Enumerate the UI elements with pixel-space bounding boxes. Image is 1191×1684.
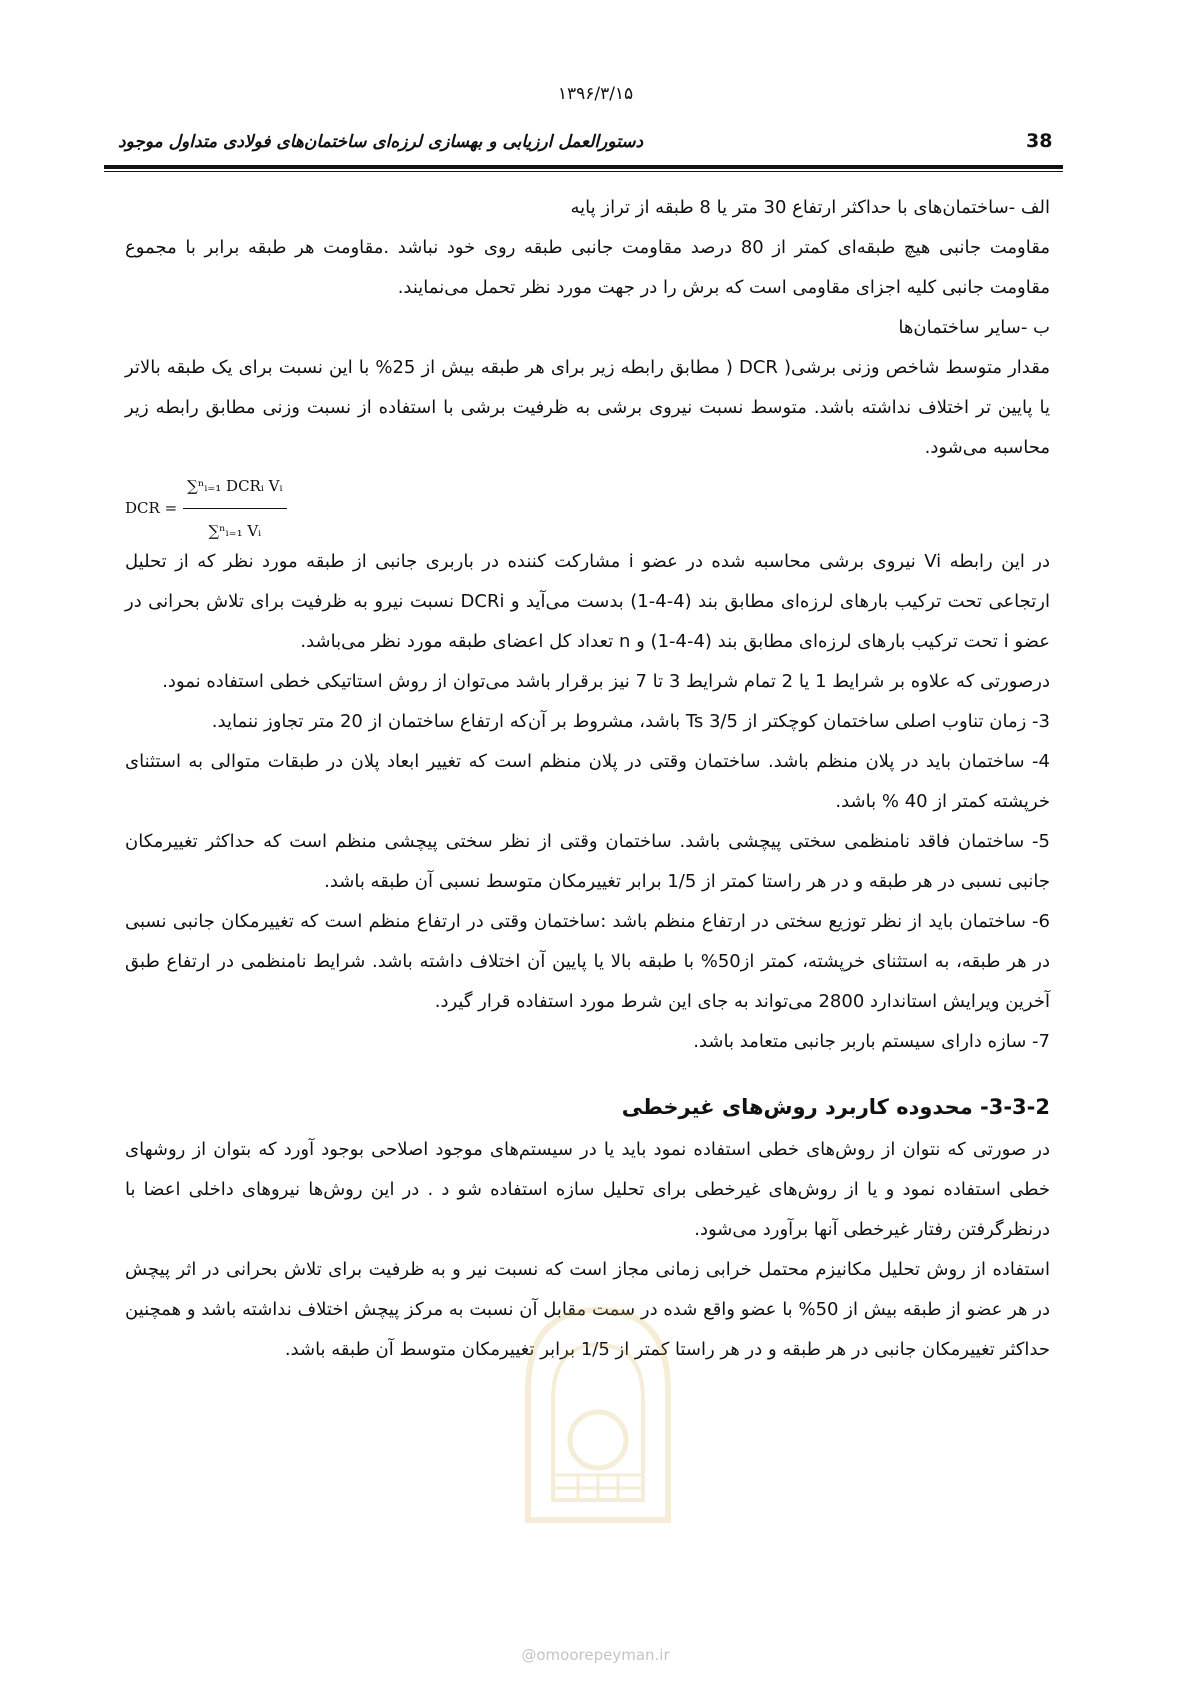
paragraph: 4- ساختمان باید در پلان منظم باشد. ساختمان وقتی در پلان منظم است که تغییر ابعاد پلان در طبقات متوالی به استثنای خرپشته کمتر از 40 % باشد. xyxy=(125,751,1050,812)
formula-denominator: ∑ⁿᵢ₌₁ Vᵢ xyxy=(208,521,262,540)
header-rule xyxy=(104,165,1063,169)
paragraph: مقاومت جانبی هیچ طبقه‌ای کمتر از 80 درصد مقاومت جانبی طبقه روی خود نباشد .مقاومت هر طبقه برابر با مجموع مقاومت جانبی کلیه اجزای مقاومی است که برش را در جهت مورد نظر تحمل می‌نمایند. xyxy=(125,237,1050,298)
paragraph: 6- ساختمان باید از نظر توزیع سختی در ارتفاع منظم باشد :ساختمان وقتی در ارتفاع منظم است که تغییرمکان جانبی نسبی در هر طبقه، به استثنای خرپشته، کمتر از50% با طبقه بالا یا پایین آن اختلاف داشته باشد. شرایط نامنظمی در ارتفاع طبق آخرین ویرایش استاندارد 2800 می‌تواند به جای این شرط مورد استفاده قرار گیرد. xyxy=(125,911,1051,1012)
at-icon: @ xyxy=(521,1646,537,1664)
paragraph: 7- سازه دارای سیستم باربر جانبی متعامد باشد. xyxy=(693,1031,1050,1052)
formula-numerator: ∑ⁿᵢ₌₁ DCRᵢ Vᵢ xyxy=(183,466,286,509)
header-rule-thin xyxy=(104,171,1063,172)
formula-lhs: DCR = xyxy=(125,499,178,517)
document-body xyxy=(125,188,1050,1370)
paragraph: درصورتی که علاوه بر شرایط 1 یا 2 تمام شرایط 3 تا 7 نیز برقرار باشد می‌توان از روش استاتیکی خطی استفاده نمود. xyxy=(162,671,1050,692)
paragraph: مقدار متوسط شاخص وزنی برشی( DCR ( مطابق رابطه زیر برای هر طبقه بیش از 25% با این نسبت برای یک طبقه بالاتر یا پایین تر اختلاف نداشته باشد. متوسط نسبت نیروی برشی به ظرفیت برشی با استفاده از نسبت وزنی مطابق رابطه زیر محاسبه می‌شود. xyxy=(125,357,1050,458)
paragraph: استفاده از روش تحلیل مکانیزم محتمل خرابی زمانی مجاز است که نسبت نیر و به ظرفیت برای تلاش بحرانی در اثر پیچش در هر عضو از طبقه بیش از 50% با عضو واقع شده در سمت مقابل آن نسبت به مرکز پیچش اختلاف نداشته باشد و همچنین حداکثر تغییرمکان جانبی در هر طبقه و در هر راستا کمتر از 1/5 برابر تغییرمکان متوسط آن طبقه باشد. xyxy=(125,1259,1050,1360)
formula-fraction xyxy=(183,466,286,551)
watermark-site-text: omoorepeyman.ir xyxy=(536,1646,670,1664)
header-title: دستورالعمل ارزیابی و بهسازی لرزه‌ای ساختمان‌های فولادی متداول موجود xyxy=(118,132,644,152)
watermark-seal-icon xyxy=(498,1290,698,1540)
watermark-site xyxy=(0,1646,1191,1664)
paragraph: ب -سایر ساختمان‌ها xyxy=(898,317,1050,338)
dcr-formula xyxy=(125,468,1050,542)
page-number: 38 xyxy=(1026,130,1053,152)
header-date: ۱۳۹۶/۳/۱۵ xyxy=(557,84,634,104)
paragraph: در صورتی که نتوان از روش‌های خطی استفاده نمود باید یا در سیستم‌های موجود اصلاحی بوجود آورد که بتوان از روشهای خطی استفاده نمود و یا از روش‌های غیرخطی برای تحلیل سازه استفاده شو د . در این روش‌ها نیروهای داخلی اعضا با درنظرگرفتن رفتار غیرخطی آنها برآورد می‌شود. xyxy=(125,1139,1050,1240)
paragraph: در این رابطه Vi نیروی برشی محاسبه شده در عضو i مشارکت کننده در باربری جانبی از طبقه مورد نظر که از تحلیل ارتجاعی تحت ترکیب بارهای لرزه‌ای مطابق بند (4-4-1) بدست می‌آید و DCRi نسبت نیرو به ظرفیت برای تلاش بحرانی در عضو i تحت ترکیب بارهای لرزه‌ای مطابق بند (4-4-1) و n تعداد کل اعضای طبقه مورد نظر می‌باشد. xyxy=(125,551,1050,652)
paragraph: الف -ساختمان‌های با حداکثر ارتفاع 30 متر یا 8 طبقه از تراز پایه xyxy=(570,197,1050,218)
section-heading: 3-3-2- محدوده کاربرد روش‌های غیرخطی xyxy=(621,1095,1050,1119)
paragraph: 5- ساختمان فاقد نامنظمی سختی پیچشی باشد. ساختمان وقتی از نظر سختی پیچشی منظم است که حداکثر تغییرمکان جانبی نسبی در هر طبقه و در هر راستا کمتر از 1/5 برابر تغییرمکان متوسط نسبی آن طبقه باشد. xyxy=(125,831,1050,892)
paragraph: 3- زمان تناوب اصلی ساختمان کوچکتر از 3/5 Ts باشد، مشروط بر آن‌که ارتفاع ساختمان از 20 متر تجاوز ننماید. xyxy=(211,711,1050,732)
